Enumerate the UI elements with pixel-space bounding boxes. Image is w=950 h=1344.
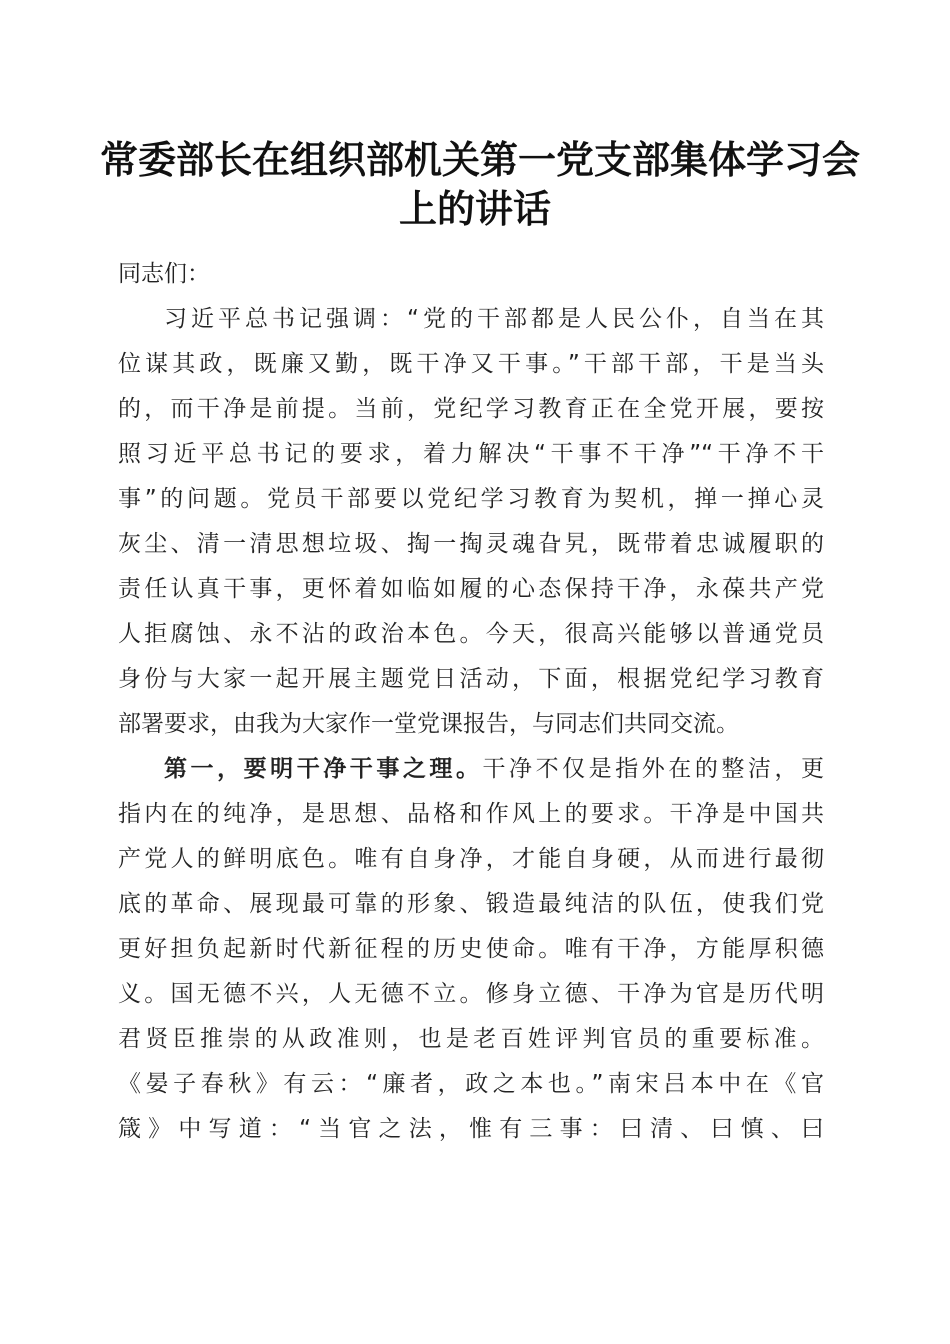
paragraph-line: 指内在的纯净，是思想、品格和作风上的要求。干净是中国共 — [118, 801, 824, 827]
section-heading: 第一，要明干净干事之理。 — [164, 756, 483, 782]
paragraph-line: 《晏子春秋》有云：“廉者，政之本也。”南宋吕本中在《官 — [118, 1071, 824, 1097]
document-body — [118, 252, 824, 1152]
paragraph-line: 部署要求，由我为大家作一堂党课报告，与同志们共同交流。 — [118, 711, 739, 737]
title-line-1: 常委部长在组织部机关第一党支部集体学习会 — [100, 137, 861, 182]
paragraph-text: 干净不仅是指外在的整洁，更 — [482, 756, 825, 782]
paragraph-line: 身份与大家一起开展主题党日活动，下面，根据党纪学习教育 — [118, 666, 824, 692]
paragraph-line: 责任认真干事，更怀着如临如履的心态保持干净，永葆共产党 — [118, 576, 824, 602]
paragraph-line: 灰尘、清一清思想垃圾、掏一掏灵魂旮旯，既带着忠诚履职的 — [118, 531, 824, 557]
paragraph-line: 义。国无德不兴，人无德不立。修身立德、干净为官是历代明 — [118, 981, 824, 1007]
paragraph-line: 箴》中写道：“当官之法，惟有三事：曰清、曰慎、曰 — [118, 1116, 824, 1142]
greeting: 同志们： — [118, 261, 210, 287]
paragraph-line: 更好担负起新时代新征程的历史使命。唯有干净，方能厚积德 — [118, 936, 824, 962]
paragraph-line: 照习近平总书记的要求，着力解决“干事不干净”“干净不干 — [118, 441, 824, 467]
title-line-2: 上的讲话 — [398, 186, 551, 231]
paragraph-line: 产党人的鲜明底色。唯有自身净，才能自身硬，从而进行最彻 — [118, 846, 824, 872]
paragraph-line: 人拒腐蚀、永不沾的政治本色。今天，很高兴能够以普通党员 — [118, 621, 824, 647]
paragraph-1 — [118, 297, 824, 747]
paragraph-line: 君贤臣推崇的从政准则，也是老百姓评判官员的重要标准。 — [118, 1026, 824, 1052]
paragraph-line: 底的革命、展现最可靠的形象、锻造最纯洁的队伍，使我们党 — [118, 891, 824, 917]
paragraph-line: 习近平总书记强调：“党的干部都是人民公仆，自当在其 — [164, 306, 824, 332]
paragraph-line: 事”的问题。党员干部要以党纪学习教育为契机，掸一掸心灵 — [118, 486, 824, 512]
document-title — [100, 135, 861, 233]
paragraph-line: 的，而干净是前提。当前，党纪学习教育正在全党开展，要按 — [118, 396, 824, 422]
paragraph-line: 位谋其政，既廉又勤，既干净又干事。”干部干部，干是当头 — [118, 351, 824, 377]
paragraph-2 — [118, 747, 824, 1152]
paragraph-line — [118, 747, 824, 792]
